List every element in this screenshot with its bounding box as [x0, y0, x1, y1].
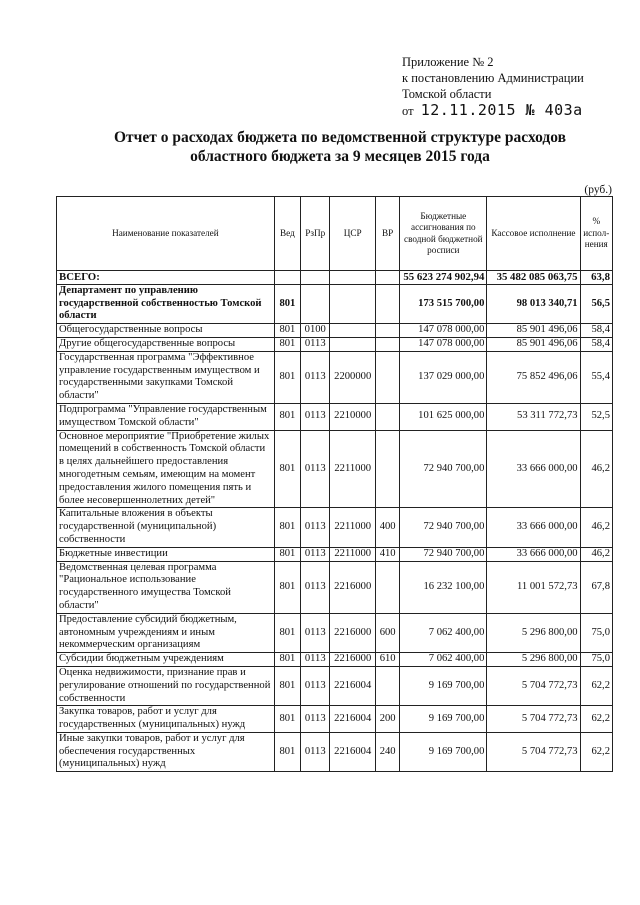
cell-name: Субсидии бюджетным учреждениям	[57, 653, 275, 667]
cell-cash: 11 001 572,73	[487, 561, 580, 613]
cell-cash: 75 852 496,06	[487, 351, 580, 403]
cell-vr	[375, 284, 399, 323]
header-budget: Бюджетные ассигнования по сводной бюджетной росписи	[400, 197, 487, 271]
cell-pct: 75,0	[580, 613, 612, 652]
cell-pct: 52,5	[580, 403, 612, 430]
cell-budget: 147 078 000,00	[400, 324, 487, 338]
cell-vr: 400	[375, 508, 399, 547]
cell-vr: 410	[375, 547, 399, 561]
cell-budget: 55 623 274 902,94	[400, 271, 487, 285]
cell-ved: 801	[274, 324, 300, 338]
cell-pct: 55,4	[580, 351, 612, 403]
cell-name: ВСЕГО:	[57, 271, 275, 285]
header-rzpr: РзПр	[301, 197, 330, 271]
cell-cash: 5 704 772,73	[487, 666, 580, 705]
cell-budget: 9 169 700,00	[400, 706, 487, 733]
cell-rzpr	[301, 271, 330, 285]
table-row	[57, 561, 613, 613]
report-title	[40, 128, 640, 166]
cell-rzpr: 0113	[301, 351, 330, 403]
cell-rzpr: 0113	[301, 653, 330, 667]
cell-name: Предоставление субсидий бюджетным, автономным учреждениям и иным некоммерческим организациям	[57, 613, 275, 652]
cell-pct: 62,2	[580, 706, 612, 733]
table-body	[57, 271, 613, 772]
cell-pct: 63,8	[580, 271, 612, 285]
cell-cash: 85 901 496,06	[487, 337, 580, 351]
cell-vr	[375, 561, 399, 613]
cell-budget: 137 029 000,00	[400, 351, 487, 403]
table-row	[57, 706, 613, 733]
table-row	[57, 284, 613, 323]
cell-cash: 33 666 000,00	[487, 430, 580, 508]
cell-ved: 801	[274, 547, 300, 561]
cell-cash: 5 704 772,73	[487, 706, 580, 733]
cell-name: Оценка недвижимости, признание прав и регулирование отношений по государственной собственности	[57, 666, 275, 705]
cell-pct: 62,2	[580, 732, 612, 771]
cell-name: Основное мероприятие "Приобретение жилых помещений в собственность Томской области в целях дальнейшего предоставления многодетным семьям, имеющим на момент предоставления жилого помещения пять и более несовершеннолетних детей"	[57, 430, 275, 508]
cell-name: Иные закупки товаров, работ и услуг для обеспечения государственных (муниципальных) нужд	[57, 732, 275, 771]
header-cash: Кассовое исполнение	[487, 197, 580, 271]
cell-cash: 98 013 340,71	[487, 284, 580, 323]
cell-cash: 5 296 800,00	[487, 613, 580, 652]
cell-csr	[330, 284, 376, 323]
handwritten-date: 12.11.2015 № 403а	[420, 101, 583, 119]
cell-cash: 85 901 496,06	[487, 324, 580, 338]
table-row	[57, 653, 613, 667]
cell-cash: 33 666 000,00	[487, 508, 580, 547]
cell-rzpr: 0113	[301, 337, 330, 351]
cell-pct: 46,2	[580, 430, 612, 508]
header-pct: % испол-нения	[580, 197, 612, 271]
cell-budget: 72 940 700,00	[400, 430, 487, 508]
budget-table	[56, 196, 613, 772]
cell-rzpr: 0113	[301, 403, 330, 430]
table-row	[57, 613, 613, 652]
cell-csr: 2216004	[330, 706, 376, 733]
appendix-number: Приложение № 2	[402, 55, 494, 69]
cell-vr	[375, 324, 399, 338]
cell-budget: 72 940 700,00	[400, 508, 487, 547]
cell-vr	[375, 271, 399, 285]
cell-cash: 35 482 085 063,75	[487, 271, 580, 285]
cell-rzpr: 0113	[301, 666, 330, 705]
cell-vr	[375, 666, 399, 705]
cell-rzpr: 0113	[301, 613, 330, 652]
date-prefix: от	[402, 104, 414, 118]
appendix-date-line	[402, 102, 632, 119]
cell-rzpr: 0113	[301, 508, 330, 547]
cell-ved	[274, 271, 300, 285]
cell-rzpr: 0113	[301, 430, 330, 508]
cell-csr	[330, 324, 376, 338]
cell-vr: 240	[375, 732, 399, 771]
cell-ved: 801	[274, 351, 300, 403]
cell-csr: 2216000	[330, 613, 376, 652]
cell-name: Другие общегосударственные вопросы	[57, 337, 275, 351]
cell-budget: 9 169 700,00	[400, 666, 487, 705]
cell-ved: 801	[274, 732, 300, 771]
cell-name: Государственная программа "Эффективное управление государственным имуществом и государственными закупками Томской области"	[57, 351, 275, 403]
cell-cash: 5 704 772,73	[487, 732, 580, 771]
cell-csr	[330, 337, 376, 351]
cell-csr: 2211000	[330, 430, 376, 508]
cell-pct: 67,8	[580, 561, 612, 613]
cell-budget: 173 515 700,00	[400, 284, 487, 323]
cell-ved: 801	[274, 561, 300, 613]
table-row	[57, 547, 613, 561]
cell-pct: 46,2	[580, 547, 612, 561]
cell-name: Общегосударственные вопросы	[57, 324, 275, 338]
cell-csr: 2211000	[330, 508, 376, 547]
report-title-line1: Отчет о расходах бюджета по ведомственной структуре расходов	[113, 129, 567, 146]
cell-ved: 801	[274, 430, 300, 508]
report-title-line2: областного бюджета за 9 месяцев 2015 года	[190, 148, 490, 165]
cell-budget: 72 940 700,00	[400, 547, 487, 561]
cell-csr: 2200000	[330, 351, 376, 403]
header-name: Наименование показателей	[57, 197, 275, 271]
cell-ved: 801	[274, 666, 300, 705]
header-ved: Вед	[274, 197, 300, 271]
cell-rzpr: 0100	[301, 324, 330, 338]
cell-rzpr: 0113	[301, 732, 330, 771]
cell-name: Департамент по управлению государственной собственностью Томской области	[57, 284, 275, 323]
cell-ved: 801	[274, 706, 300, 733]
cell-ved: 801	[274, 613, 300, 652]
cell-csr: 2216004	[330, 666, 376, 705]
cell-cash: 33 666 000,00	[487, 547, 580, 561]
cell-rzpr: 0113	[301, 561, 330, 613]
table-row	[57, 403, 613, 430]
cell-vr	[375, 351, 399, 403]
cell-budget: 147 078 000,00	[400, 337, 487, 351]
header-csr: ЦСР	[330, 197, 376, 271]
cell-csr: 2210000	[330, 403, 376, 430]
table-row	[57, 666, 613, 705]
cell-pct: 58,4	[580, 324, 612, 338]
cell-csr: 2216000	[330, 653, 376, 667]
table-row	[57, 430, 613, 508]
appendix-block	[402, 54, 632, 119]
cell-vr: 200	[375, 706, 399, 733]
cell-cash: 53 311 772,73	[487, 403, 580, 430]
cell-rzpr	[301, 284, 330, 323]
table-row	[57, 324, 613, 338]
cell-pct: 62,2	[580, 666, 612, 705]
header-vr: ВР	[375, 197, 399, 271]
cell-budget: 7 062 400,00	[400, 653, 487, 667]
cell-rzpr: 0113	[301, 547, 330, 561]
appendix-resolution: к постановлению Администрации	[402, 71, 584, 85]
cell-name: Подпрограмма "Управление государственным имуществом Томской области"	[57, 403, 275, 430]
cell-vr	[375, 430, 399, 508]
cell-vr	[375, 337, 399, 351]
cell-pct: 75,0	[580, 653, 612, 667]
cell-name: Капитальные вложения в объекты государственной (муниципальной) собственности	[57, 508, 275, 547]
currency-unit: (руб.)	[584, 184, 612, 196]
cell-vr	[375, 403, 399, 430]
cell-pct: 56,5	[580, 284, 612, 323]
table-row	[57, 732, 613, 771]
table-header-row	[57, 197, 613, 271]
cell-csr	[330, 271, 376, 285]
cell-pct: 58,4	[580, 337, 612, 351]
table-row	[57, 351, 613, 403]
cell-csr: 2211000	[330, 547, 376, 561]
cell-name: Закупка товаров, работ и услуг для государственных (муниципальных) нужд	[57, 706, 275, 733]
cell-csr: 2216000	[330, 561, 376, 613]
cell-ved: 801	[274, 403, 300, 430]
cell-name: Ведомственная целевая программа "Рациональное использование государственного имущества Томской области"	[57, 561, 275, 613]
cell-budget: 101 625 000,00	[400, 403, 487, 430]
cell-cash: 5 296 800,00	[487, 653, 580, 667]
cell-budget: 16 232 100,00	[400, 561, 487, 613]
table-row	[57, 271, 613, 285]
cell-vr: 600	[375, 613, 399, 652]
cell-vr: 610	[375, 653, 399, 667]
cell-name: Бюджетные инвестиции	[57, 547, 275, 561]
cell-csr: 2216004	[330, 732, 376, 771]
cell-ved: 801	[274, 653, 300, 667]
cell-ved: 801	[274, 508, 300, 547]
appendix-region: Томской области	[402, 87, 492, 101]
cell-rzpr: 0113	[301, 706, 330, 733]
cell-budget: 9 169 700,00	[400, 732, 487, 771]
cell-ved: 801	[274, 337, 300, 351]
cell-pct: 46,2	[580, 508, 612, 547]
cell-budget: 7 062 400,00	[400, 613, 487, 652]
cell-ved: 801	[274, 284, 300, 323]
table-row	[57, 508, 613, 547]
table-row	[57, 337, 613, 351]
